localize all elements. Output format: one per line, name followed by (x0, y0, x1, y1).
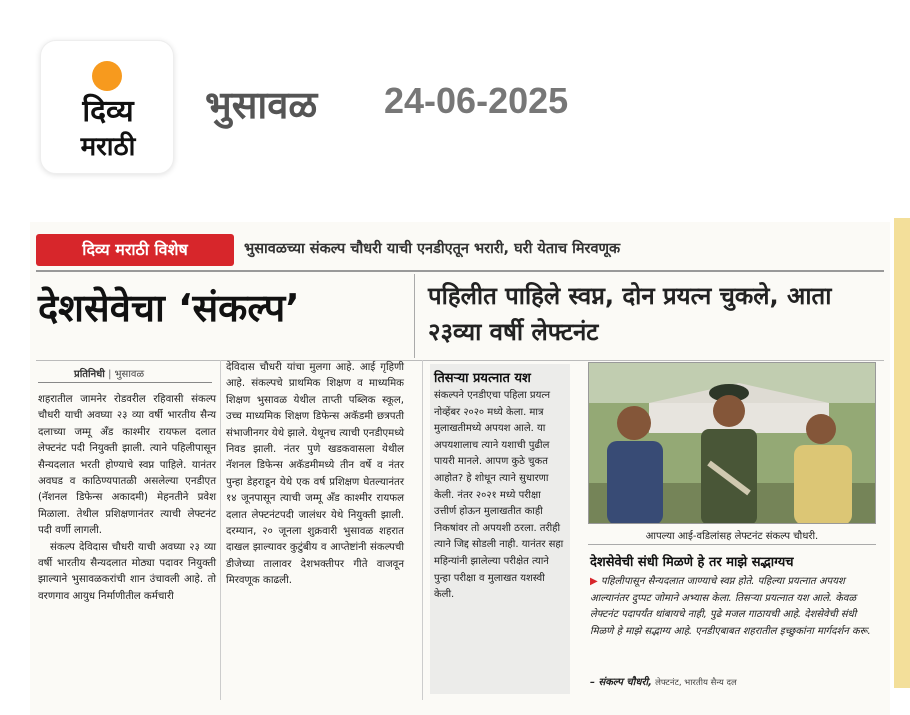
special-tag: दिव्य मराठी विशेष (36, 234, 234, 266)
divider (588, 544, 876, 545)
paragraph: देविदास चौधरी यांचा मुलगा आहे. आई गृहिणी आहे. संकल्पचे प्राथमिक शिक्षण व माध्यमिक शिक्षण भुसावळ येथील ताप्ती पब्लिक स्कूल, उच्च माध्यमिक शिक्षण डिफेन्स अकॅडमी छत्रपती संभाजीनगर येथे झाले. येथूनच त्याची एनडीएमध्ये निवड झाली. नंतर पुणे खडकवासला येथील नॅशनल डिफेन्स अकॅडमीमध्ये तीन वर्षे व नंतर पुन्हा डेहराडून येथे एक वर्ष प्रशिक्षण घेतल्यानंतर १४ जूनपासून त्याची जम्मू अँड काश्मीर रायफल दलात लेफ्टनंटपदी जालंधर येथे नियुक्ती झाली. दरम्यान, २० जूनला शुक्रवारी भुसावळ शहरात दाखल झाल्यावर कुटुंबीय व आप्तेष्टांनी संकल्पची डीजेच्या तालावर देशभक्तीपर गीते वाजवून मिरवणूक काढली. (226, 362, 404, 587)
page-edge-strip (894, 218, 910, 688)
divya-marathi-logo (40, 40, 174, 174)
sub-headline: पहिलीत पाहिले स्वप्न, दोन प्रयत्न चुकले, आता २३व्या वर्षी लेफ्टनंट (428, 282, 832, 346)
quote-headline: देशसेवेची संधी मिळणे हे तर माझे सद्भाग्यच (590, 555, 794, 570)
edition-city: भुसावळ (205, 83, 318, 127)
article-column-2 (226, 360, 404, 590)
byline-place: भुसावळ (114, 369, 145, 380)
family-photo (588, 362, 876, 524)
quote-author-role: लेफ्टनंट, भारतीय सैन्य दल (655, 678, 737, 688)
family-photo-image (589, 363, 876, 524)
quote-marker-icon: ▶ (590, 576, 598, 587)
byline (74, 366, 144, 380)
photo-caption: आपल्या आई-वडिलांसह लेफ्टनंट संकल्प चौधरी. (645, 531, 819, 542)
newspaper-clipping (30, 222, 890, 715)
sidebar-box (430, 364, 570, 694)
quote-author: – संकल्प चौधरी, (590, 677, 652, 688)
article-column-1 (38, 392, 216, 605)
paragraph: शहरातील जामनेर रोडवरील रहिवासी संकल्प चौधरी याची अवघ्या २३ व्या वर्षी भारतीय सैन्य दलाच्या जम्मू अँड काश्मीर रायफल दलात लेफ्टनंट पदी नियुक्ती झाली. त्याने पहिलीपासून सैन्यदलात भरती होण्याचे स्वप्न पाहिले. यानंतर अवघड व काठिण्यपातळी असलेल्या एनडीएत (नॅशनल डिफेन्स अकादमी) मेहनतीने प्रवेश मिळाला. तेथील प्रशिक्षणानंतर त्याची लेफ्टनंट पदी वर्णी लागली. (38, 394, 216, 537)
main-headline: देशसेवेचा ‘संकल्प’ (38, 286, 300, 330)
divider (414, 274, 415, 358)
logo-line2: मराठी (80, 132, 136, 162)
sidebar-box-title: तिसऱ्या प्रयत्नात यश (434, 371, 531, 386)
sidebar-box-text: संकल्पने एनडीएचा पहिला प्रयत्न नोव्हेंबर २०२० मध्ये केला. मात्र मुलाखतीमध्ये अपयश आले. या अपयशालाच त्याने यशाची पुढील पायरी मानले. आपण कुठे चुकत आहोत? हे शोधून त्याने सुधारणा केली. नंतर २०२१ मध्ये परीक्षा उत्तीर्ण होऊन मुलाखतीत काही निकषांवर तो अपयशी ठरला. तरीही त्याने जिद्द सोडली नाही. यानंतर सहा महिन्यांनी झालेल्या परीक्षेत त्याने पुन्हा परीक्षा व मुलाखत यशस्वी केली. (434, 390, 564, 601)
divider (36, 270, 884, 272)
quote-text-block (590, 574, 880, 640)
byline-separator: | (107, 369, 112, 380)
logo-sun-icon (92, 61, 122, 91)
kicker-line: भुसावळच्या संकल्प चौधरी याची एनडीएतून भरारी, घरी येताच मिरवणूक (244, 241, 621, 257)
divider (38, 382, 212, 383)
divider (36, 360, 884, 361)
quote-text: पहिलीपासून सैन्यदलात जाण्याचे स्वप्न होते. पहिल्या प्रयत्नात अपयश आल्यानंतर दुप्पट जोमाने अभ्यास केला. तिसऱ्या प्रयत्नात यश आले. केवळ लेफ्टनंट पदापर्यंत थांबायचे नाही, पुढे मजल गाठायची आहे. देशसेवेची संधी मिळणे हे माझे सद्भाग्य आहे. एनडीएबाबत शहरातील इच्छुकांना मार्गदर्शन करू. (590, 576, 871, 637)
column-divider (422, 360, 423, 700)
logo-line1: दिव्य (82, 94, 134, 129)
paragraph: संकल्प देविदास चौधरी याची अवघ्या २३ व्या वर्षी भारतीय सैन्यदलात मोठ्या पदावर नियुक्ती झाल्याने भुसावळकरांची शान उंचावली आहे. तो वरणगाव आयुध निर्माणीतील कर्मचारी (38, 541, 216, 602)
edition-date: 24-06-2025 (384, 80, 569, 121)
column-divider (220, 360, 221, 700)
quote-attribution (590, 674, 880, 688)
byline-reporter: प्रतिनिधी (74, 369, 105, 380)
